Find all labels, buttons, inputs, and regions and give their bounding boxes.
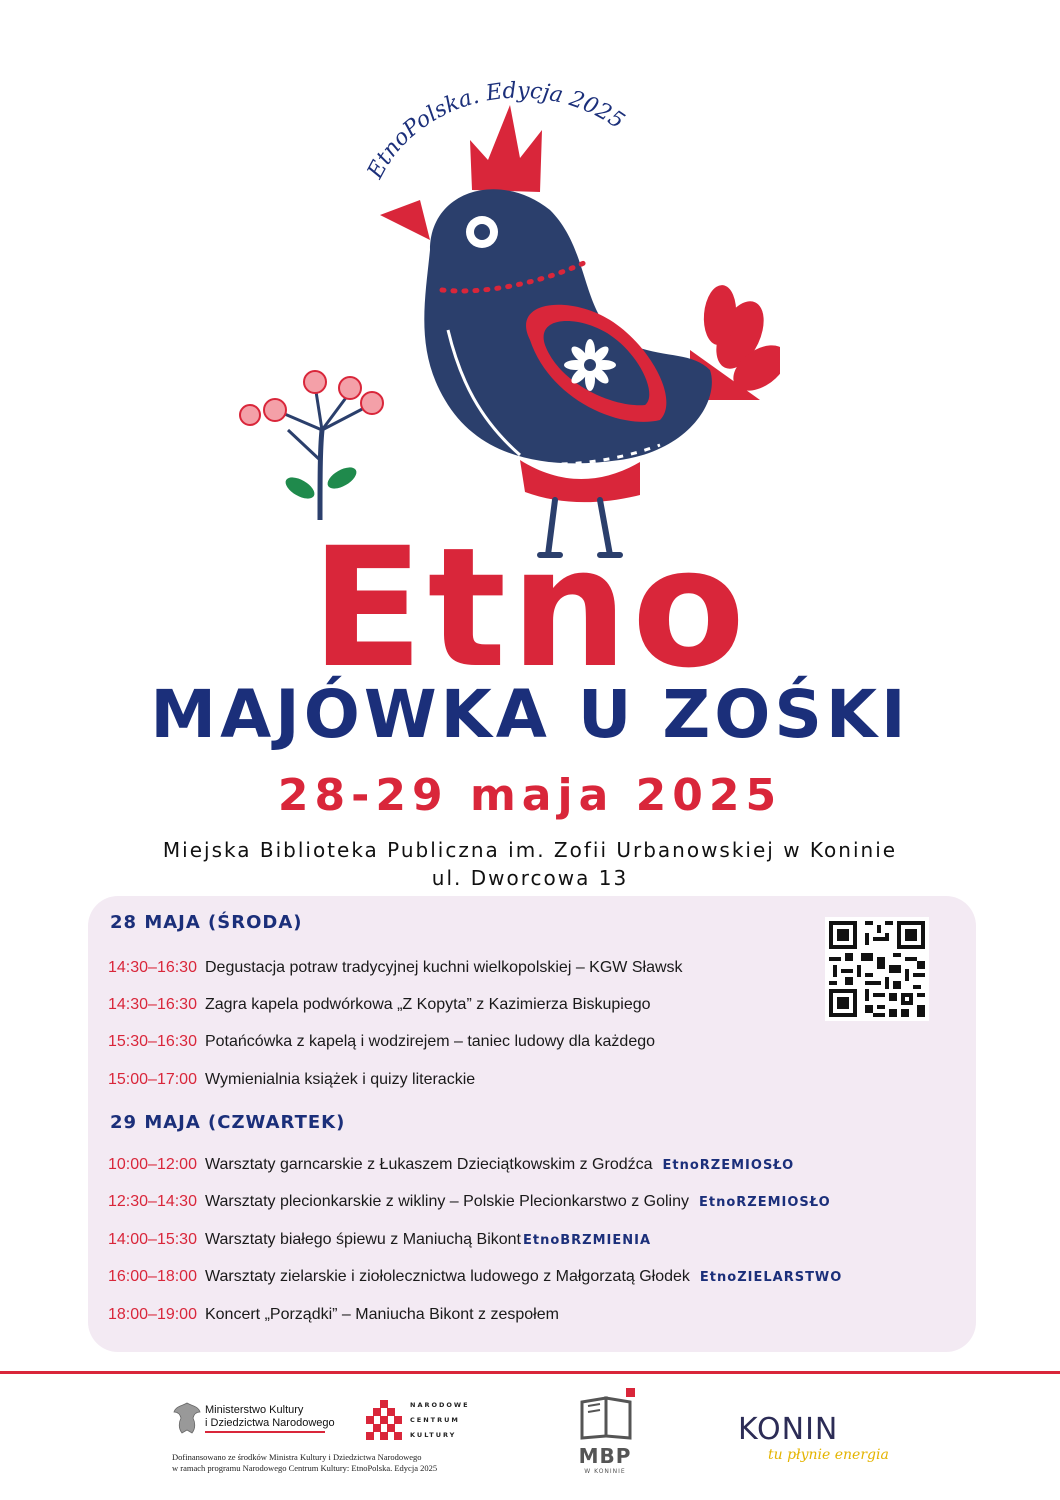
eagle-emblem — [172, 1400, 202, 1436]
book-icon — [578, 1386, 638, 1442]
event-time: 15:00–17:00 — [108, 1071, 197, 1088]
event-desc: Koncert „Porządki” – Maniucha Bikont z zespołem — [204, 1306, 559, 1323]
ministry-line-2: i Dziedzictwa Narodowego — [205, 1417, 335, 1429]
event-time: 18:00–19:00 — [108, 1306, 197, 1323]
event-time: 15:30–16:30 — [108, 1033, 197, 1050]
ministry-line-1: Ministerstwo Kultury — [205, 1404, 304, 1416]
event-desc: Warsztaty białego śpiewu z Maniuchą Bikont — [204, 1231, 521, 1248]
event-time: 10:00–12:00 — [108, 1156, 197, 1173]
event-desc: Warsztaty plecionkarskie z wikliny – Polskie Plecionkarstwo z Goliny — [204, 1193, 689, 1210]
event-desc: Zagra kapela podwórkowa „Z Kopyta” z Kazimierza Biskupiego — [204, 996, 651, 1013]
event-desc: Warsztaty zielarskie i ziołolecznictwa ludowego z Małgorzatą Głodek — [204, 1268, 690, 1285]
event-time: 12:30–14:30 — [108, 1193, 197, 1210]
nck-name — [410, 1398, 470, 1443]
event-time: 14:30–16:30 — [108, 959, 197, 976]
schedule-row — [108, 993, 651, 1017]
nck-line-1: NARODOWE — [410, 1401, 470, 1409]
schedule-row — [108, 1228, 651, 1252]
event-time: 14:30–16:30 — [108, 996, 197, 1013]
nck-line-3: KULTURY — [410, 1431, 457, 1439]
konin-slogan: tu płynie energia — [768, 1447, 889, 1463]
event-time: 16:00–18:00 — [108, 1268, 197, 1285]
konin-logo: KONIN — [738, 1412, 839, 1447]
bird-illustration — [220, 100, 780, 570]
day-heading: 29 MAJA (CZWARTEK) — [110, 1112, 346, 1133]
footer-divider — [0, 1371, 1060, 1374]
event-desc: Degustacja potraw tradycyjnej kuchni wielkopolskiej – KGW Sławsk — [204, 959, 683, 976]
venue-name: Miejska Biblioteka Publiczna im. Zofii Urbanowskiej w Koninie — [162, 838, 898, 862]
etno-logotype — [280, 520, 780, 680]
schedule-row — [108, 1265, 842, 1289]
funding-line-1: Dofinansowano ze środków Ministra Kultury i Dziedzictwa Narodowego — [172, 1452, 422, 1462]
mbp-logo-subtext: W KONINIE — [584, 1468, 626, 1475]
ministry-underline — [205, 1431, 325, 1433]
event-dates: 28-29 maja 2025 — [277, 770, 783, 821]
venue-info — [0, 836, 1060, 892]
event-tag: EtnoBRZMIENIA — [522, 1232, 652, 1248]
etno-word: Etno — [310, 520, 750, 680]
event-tag: EtnoRZEMIOSŁO — [699, 1194, 831, 1210]
event-time: 14:00–15:30 — [108, 1231, 197, 1248]
ministry-name — [205, 1404, 335, 1430]
event-desc: Warsztaty garncarskie z Łukaszem Dzieciątkowskim z Grodźca — [204, 1156, 653, 1173]
event-tag: EtnoRZEMIOSŁO — [662, 1157, 795, 1173]
venue-address: ul. Dworcowa 13 — [431, 866, 629, 890]
schedule-row — [108, 1068, 475, 1092]
schedule-row — [108, 1190, 831, 1214]
event-desc: Wymienialnia książek i quizy literackie — [204, 1071, 476, 1088]
qr-code[interactable] — [825, 917, 929, 1021]
schedule-row — [108, 1303, 559, 1327]
flower-illustration — [240, 371, 383, 520]
funding-line-2: w ramach programu Narodowego Centrum Kultury: EtnoPolska. Edycja 2025 — [172, 1463, 438, 1473]
schedule-row — [108, 956, 683, 980]
schedule-row — [108, 1030, 655, 1054]
event-desc: Potańcówka z kapelą i wodzirejem – taniec ludowy dla każdego — [204, 1033, 656, 1050]
day-heading: 28 MAJA (ŚRODA) — [110, 912, 303, 933]
edition-text: EtnoPolska. Edycja 2025 — [362, 78, 629, 183]
nck-logo — [365, 1398, 403, 1440]
funding-note — [172, 1452, 437, 1474]
nck-line-2: CENTRUM — [410, 1416, 460, 1424]
mbp-logo-text: MBP — [578, 1444, 632, 1468]
event-tag: EtnoZIELARSTWO — [699, 1269, 843, 1285]
schedule-row — [108, 1153, 794, 1177]
event-title: MAJÓWKA U ZOŚKI — [150, 676, 910, 753]
